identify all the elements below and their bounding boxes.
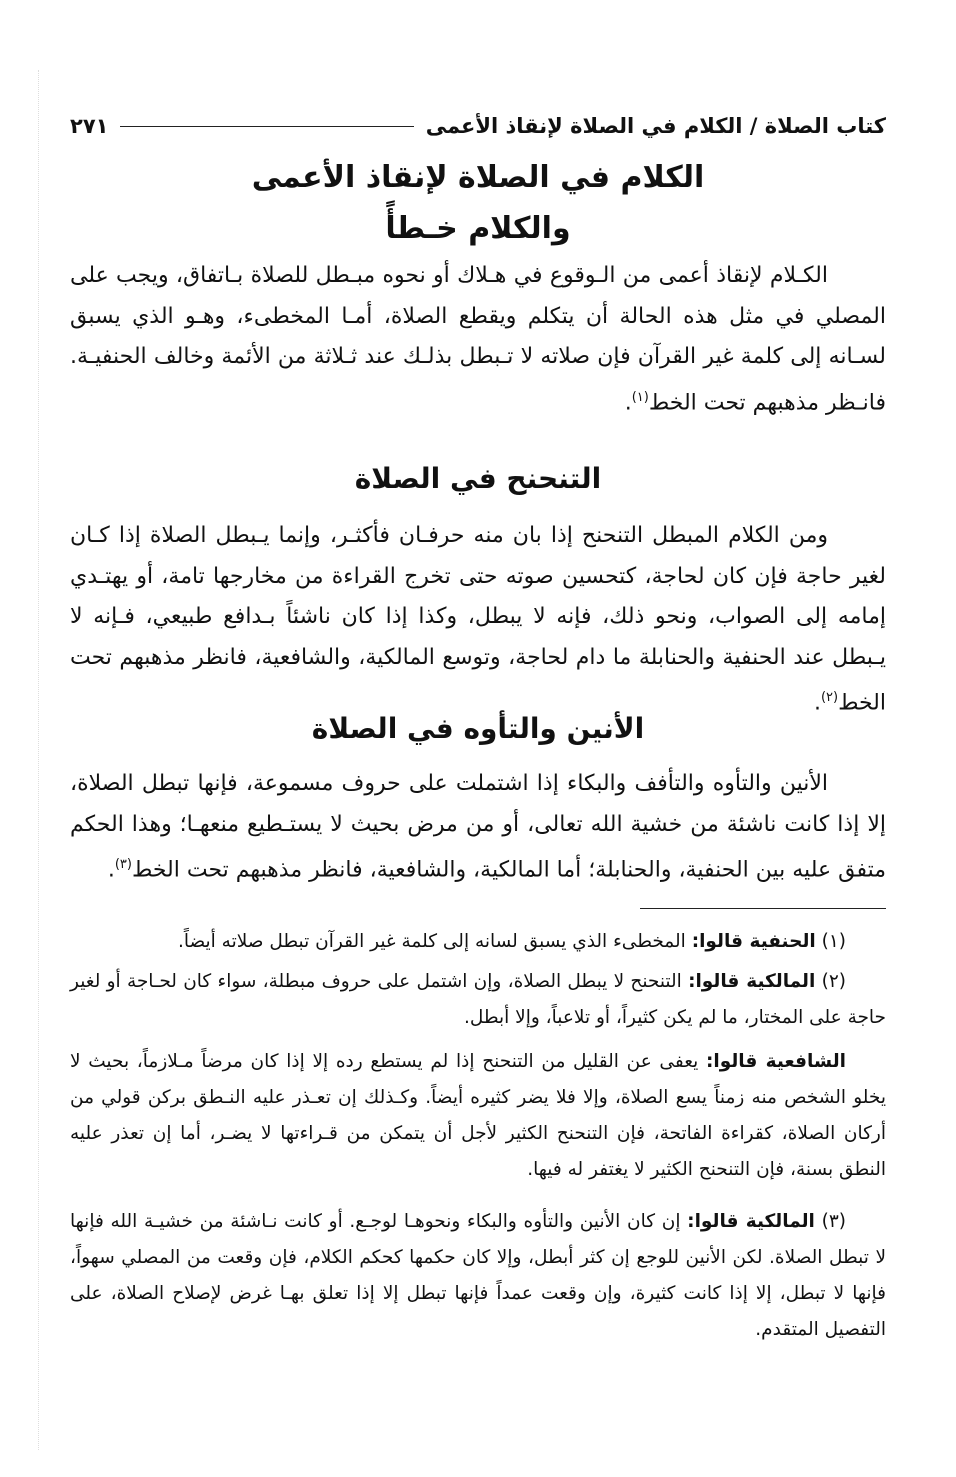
section3-title: الأنين والتأوه في الصلاة: [311, 712, 645, 745]
footnote-school: الشافعية قالوا:: [706, 1051, 847, 1072]
footnote-ref-1: (١): [631, 389, 649, 405]
scan-margin-noise: [38, 70, 43, 1450]
footnote-number: (٣): [821, 1211, 846, 1232]
header-rule: [120, 126, 413, 127]
section2-paragraph: ومن الكلام المبطل التنحنح إذا بان منه حرفـان فأكثـر، وإنما يـبطل الصلاة إذا كـان لغير حاجة فإن كان لحاجة، كتحسين صوته حتى تخرج القراءة من مخارجها تامة، أو يهتـدي إمامه إلى الصواب، ونحو ذلك، فإنه لا يبطل، وكذا إذا كان ناشئاً بـدافع طبيعي، فـإنه لا يـبطل عند الحنفية والحنابلة ما دام لحاجة، وتوسع المالكية، والشافعية، فانظر مذهبهم تحت الخط$^{(٢)}$.: [70, 523, 886, 716]
footnote-3: [70, 1204, 886, 1348]
section1-title-line2: والكلام خـطأً: [385, 211, 571, 246]
running-header: [70, 108, 886, 144]
page-number: ٢٧١: [70, 114, 109, 138]
footnote-text: يعفى عن القليل من التنحنح إذا لم يستطع رده إلا إذا كان مرضاً مـلازماً، بحيث لا يخلو الشخص منه زمناً يسع الصلاة، وإلا فلا يضر كثيره أيضاً. وكـذلك إن تعـذر عليه النـطق بركن قولي من أركان الصلاة، كقراءة الفاتحة، فإن التنحنح الكثير لأجل أن يتمكن من قـراءتها لا يضـر، أما إن تعذر عليه النطق بسنة، فإن التنحنح الكثير لا يغتفر له فيها.: [70, 1051, 886, 1180]
footnote-school: المالكية قالوا:: [687, 1211, 815, 1232]
section2-title: التنحنح في الصلاة: [354, 462, 602, 495]
footnote-ref-3: (٣): [114, 857, 132, 872]
footnote-ref-2: (٢): [820, 690, 839, 705]
section1-title-line1: الكلام في الصلاة لإنقاذ الأعمى: [251, 160, 705, 195]
footnote-separator: [640, 908, 886, 909]
footnote-number: (٢): [821, 971, 846, 992]
footnote-school: المالكية قالوا:: [688, 971, 816, 992]
section2-body: ومن الكلام المبطل التنحنح إذا بان منه حرفـان فأكثـر، وإنما يـبطل الصلاة إذا كـان لغير حاجة فإن كان لحاجة، كتحسين صوته حتى تخرج القراءة من مخارجها تامة، أو يهتـدي إمامه إلى الصواب، ونحو ذلك، فإنه لا يبطل، وكذا إذا كان ناشئاً بـدافع طبيعي، فـإنه لا يـبطل عند الحنفية والحنابلة ما دام لحاجة، وتوسع المالكية، والشافعية، فانظر مذهبهم تحت الخط: [70, 523, 886, 716]
footnote-text: إن كان الأنين والتأوه والبكاء ونحوهـا لوجـع. أو كانت نـاشئة من خشيـة الله فإنها لا تبطل الصلاة. لكن الأنين للوجع إن كثر أبطل، وإلا كان حكمها كحكم الكلام، فإن وقعت من المصلي سهواً، فإنها لا تبطل، إلا إذا كانت كثيرة، وإن وقعت عمداً فإنها تبطل إلا إذا تعلق بهـا غرض لإصلاح الصلاة، على التفصيل المتقدم.: [70, 1211, 886, 1340]
section1-body: الكـلام لإنقاذ أعمى من الـوقوع في هـلاك أو نحوه مبـطل للصلاة بـاتفاق، ويجب على المصلي في مثل هذه الحالة أن يتكلم ويقطع الصلاة، أمـا المخطىء، وهـو الذي يسبق لسـانه إلى كلمة غير القرآن فإن صلاته لا تـبطل بذلـك عند ثـلاثة من الأئمة وخالف الحنفيـة. فانـظر مذهبهم تحت الخط: [70, 263, 886, 415]
running-title: كتاب الصلاة / الكلام في الصلاة لإنقاذ الأعمى: [425, 114, 886, 138]
section3-paragraph: الأنين والتأوه والتأفف والبكاء إذا اشتملت على حروف مسموعة، فإنها تبطل الصلاة، إلا إذا كانت ناشئة من خشية الله تعالى، أو من مرض بحيث لا يستـطيع منعهـا؛ وهذا الحكم متفق عليه بين الحنفية، والحنابلة؛ أما المالكية، والشافعية، فانظر مذهبهم تحت الخط$^{(٣)}$.: [70, 771, 886, 883]
footnote-text: التنحنح لا يبطل الصلاة، وإن اشتمل على حروف مبطلة، سواء كان لحـاجة أو لغير حاجة على المختار، ما لم يكن كثيراً، أو تلاعباً، وإلا أبطل.: [70, 971, 886, 1028]
footnote-2-continued: [70, 1044, 886, 1188]
footnote-text: المخطىء الذي يسبق لسانه إلى كلمة غير القرآن تبطل صلاته أيضاً.: [177, 931, 686, 952]
section3-body: الأنين والتأوه والتأفف والبكاء إذا اشتملت على حروف مسموعة، فإنها تبطل الصلاة، إلا إذا كانت ناشئة من خشية الله تعالى، أو من مرض بحيث لا يستـطيع منعهـا؛ وهذا الحكم متفق عليه بين الحنفية، والحنابلة؛ أما المالكية، والشافعية، فانظر مذهبهم تحت الخط: [70, 771, 886, 883]
footnote-school: الحنفية قالوا:: [691, 931, 816, 952]
footnote-2: [70, 964, 886, 1036]
footnote-number: (١): [821, 931, 846, 952]
section1-paragraph: الكـلام لإنقاذ أعمى من الـوقوع في هـلاك أو نحوه مبـطل للصلاة بـاتفاق، ويجب على المصلي في مثل هذه الحالة أن يتكلم ويقطع الصلاة، أمـا المخطىء، وهـو الذي يسبق لسـانه إلى كلمة غير القرآن فإن صلاته لا تـبطل بذلـك عند ثـلاثة من الأئمة وخالف الحنفيـة. فانـظر مذهبهم تحت الخط$^{(١)}$.: [70, 263, 886, 415]
footnote-1: [70, 924, 886, 960]
